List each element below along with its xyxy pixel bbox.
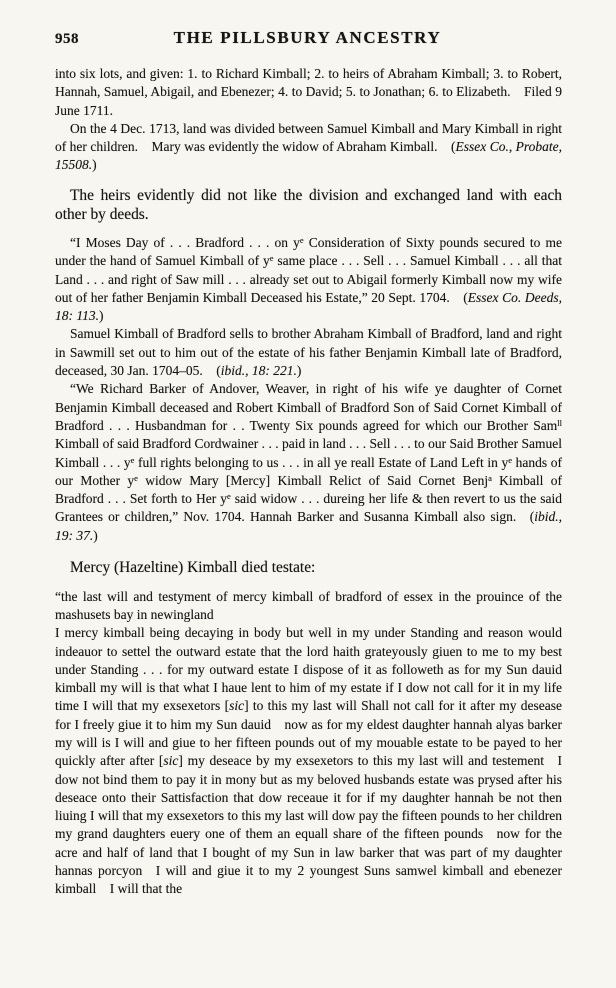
- para-richard-barker-deed: [55, 380, 562, 545]
- superscript-text: e: [130, 454, 135, 465]
- body-text: I mercy kimball being decaying in body but well in my under Standing and reason would indeauor to settel the outward estate that the lord haith grateyously giuen to me to my best under Standing . . . for my outward estate I dispose of it as followeth as for my Sun dauid kimball my will is that what I haue lent to him of my estate if I dow not call for it in my life time I will that my exsexetors [: [55, 625, 562, 714]
- citation-text: ibid., 19: 37.: [55, 509, 562, 543]
- superscript-text: a: [488, 472, 492, 483]
- superscript-text: ll: [557, 417, 562, 428]
- body-text: full rights belonging to us . . . in all ye reall Estate of Land Left in y: [134, 454, 509, 470]
- body-text: ] to this my last will Shall not call for it after my desease for I freely giue it to him my Sun dauid now as for my eldest daughter hannah alyas barker my will is I will and giue to her fifteen pounds out of my mouable estate to be payed to her quickly after after [: [55, 698, 562, 769]
- citation-text: Essex Co. Deeds, 18: 113.: [55, 289, 562, 324]
- body-text: said widow . . . dureing her life & then revert to us the said Grantees or children,” Nov. 1704. Hannah Barker and Susanna Kimball also sign. (: [55, 491, 562, 525]
- heading-mercy-died-testate: [55, 558, 562, 578]
- body-text: Samuel Kimball of Bradford sells to brother Abraham Kimball of Bradford, land and right in Sawmill set out to him out of the estate of his father Benjamin Kimball late of Bradford, deceased, 30 Jan. 1704–05. (: [55, 326, 562, 379]
- para-samuel-sells-abraham: [55, 325, 562, 380]
- page-body: [55, 65, 562, 899]
- para-will-body: [55, 624, 562, 898]
- superscript-text: e: [269, 253, 274, 264]
- body-text: ] my deseace by my exsexetors to this my last will and testement I dow not bind them to pay it in mony but as my beloved husbands estate was prysed after his deseace onto their Sattisfaction that dow receaue it for if my daughter hannah be not then liuing I will that my exsexetors to this my last will dow pay the fifteen pounds to her children my grand daughters euery one of them an equall share of the fifteen pounds now for the acre and half of land that I bought of my Sun in law barker that was part of my daughter hannas porcyon I will and giue it to my 2 youngest Suns samwel kimball and ebenezer kimball I will that the: [55, 753, 562, 897]
- superscript-text: e: [508, 454, 512, 465]
- citation-text: ibid., 18: 221.: [220, 363, 297, 379]
- superscript-text: e: [226, 491, 231, 502]
- superscript-text: e: [134, 472, 138, 483]
- para-heirs-exchanged-land: [55, 186, 562, 225]
- page-title: THE PILLSBURY ANCESTRY: [173, 28, 442, 47]
- body-text: ): [99, 308, 104, 324]
- body-text: On the 4 Dec. 1713, land was divided between Samuel Kimball and Mary Kimball in right of her children. Mary was evidently the widow of Abraham Kimball. (: [55, 120, 562, 155]
- body-text: “the last will and testyment of mercy kimball of bradford of essex in the prouince of the mashusets bay in newingland: [55, 588, 562, 622]
- body-text: hands of our Mother y: [55, 454, 562, 488]
- page-number: 958: [55, 31, 79, 47]
- page-header: [55, 28, 560, 48]
- body-text: ): [296, 363, 302, 379]
- body-text: The heirs evidently did not like the division and exchanged land with each other by deeds.: [55, 186, 562, 224]
- para-will-title: [55, 588, 562, 625]
- body-text: ): [92, 157, 97, 173]
- para-lot-division: [55, 65, 562, 120]
- body-text: Kimball of said Bradford Cordwainer . . . paid in land . . . Sell . . . to our Said Brother Samuel Kimball . . . y: [55, 436, 562, 470]
- citation-text: sic: [163, 753, 179, 769]
- citation-text: sic: [229, 698, 245, 714]
- citation-text: Essex Co., Probate, 15508.: [55, 139, 563, 173]
- body-text: Consideration of Sixty pounds secured to me under the hand of Samuel Kimball of y: [55, 234, 562, 269]
- body-text: Kimball of Bradford . . . Set forth to Her y: [55, 472, 563, 507]
- body-text: “We Richard Barker of Andover, Weaver, in right of his wife ye daughter of Cornet Benjamin Kimball deceased and Robert Kimball of Bradford Son of Said Cornet Kimball of Bradford . . . Husbandman for . . Twenty Six pounds agreed for which our Brother Sam: [55, 381, 562, 433]
- para-land-divided-1713: [55, 120, 562, 175]
- body-text: “I Moses Day of . . . Bradford . . . on y: [70, 234, 300, 250]
- superscript-text: e: [299, 234, 304, 245]
- body-text: into six lots, and given: 1. to Richard Kimball; 2. to heirs of Abraham Kimball; 3. to Robert, Hannah, Samuel, Abigail, and Ebenezer; 4. to David; 5. to Jonathan; 6. to Elizabeth. Filed 9 June 1711.: [55, 66, 562, 118]
- body-text: Mercy (Hazeltine) Kimball died testate:: [70, 559, 316, 577]
- para-moses-day-deed: [55, 234, 562, 325]
- body-text: widow Mary [Mercy] Kimball Relict of Said Cornet Benj: [137, 472, 489, 488]
- body-text: same place . . . Sell . . . Samuel Kimball . . . all that Land . . . and right of Saw mill . . . already set out to Abigail formerly Kimball now my wife out of her father Benjamin Kimball Deceased his Estate,” 20 Sept. 1704. (: [55, 253, 562, 305]
- body-text: ): [93, 527, 98, 543]
